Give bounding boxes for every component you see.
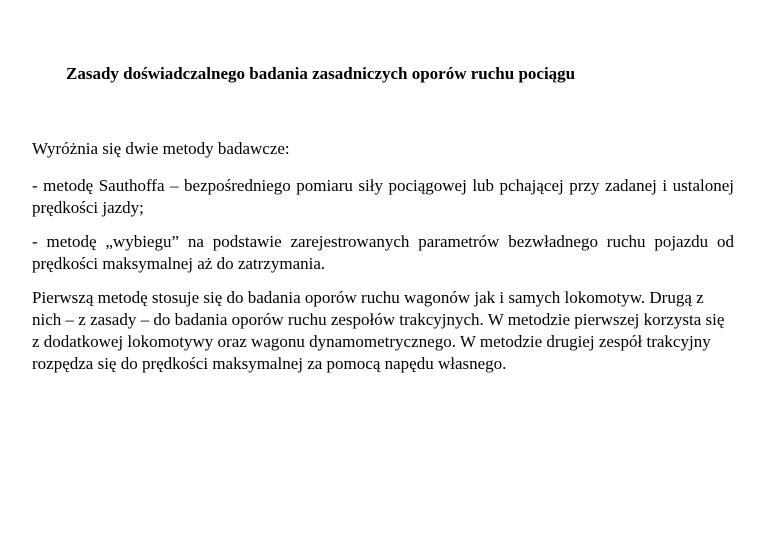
description-paragraph: Pierwszą metodę stosuje się do badania oporów ruchu wagonów jak i samych lokomotyw. Drugą z nich – z zasady – do badania oporów ruchu zespołów trakcyjnych. W metodzie pierwszej korzysta się z dodatkowej lokomotywy oraz wagonu dynamometrycznego. W metodzie drugiej zespół trakcyjny rozpędza się do prędkości maksymalnej za pomocą napędu własnego. — [32, 288, 725, 373]
intro-paragraph: Wyróżnia się dwie metody badawcze: — [32, 139, 290, 158]
slide-title: Zasady doświadczalnego badania zasadniczych oporów ruchu pociągu — [66, 64, 576, 83]
slide-body — [32, 138, 734, 375]
method-coasting-paragraph: - metodę „wybiegu” na podstawie zarejestrowanych parametrów bezwładnego ruchu pojazdu od prędkości maksymalnej aż do zatrzymania. — [32, 232, 734, 273]
method-sauthoff-paragraph: - metodę Sauthoffa – bezpośredniego pomiaru siły pociągowej lub pchającej przy zadanej i ustalonej prędkości jazdy; — [32, 176, 734, 217]
